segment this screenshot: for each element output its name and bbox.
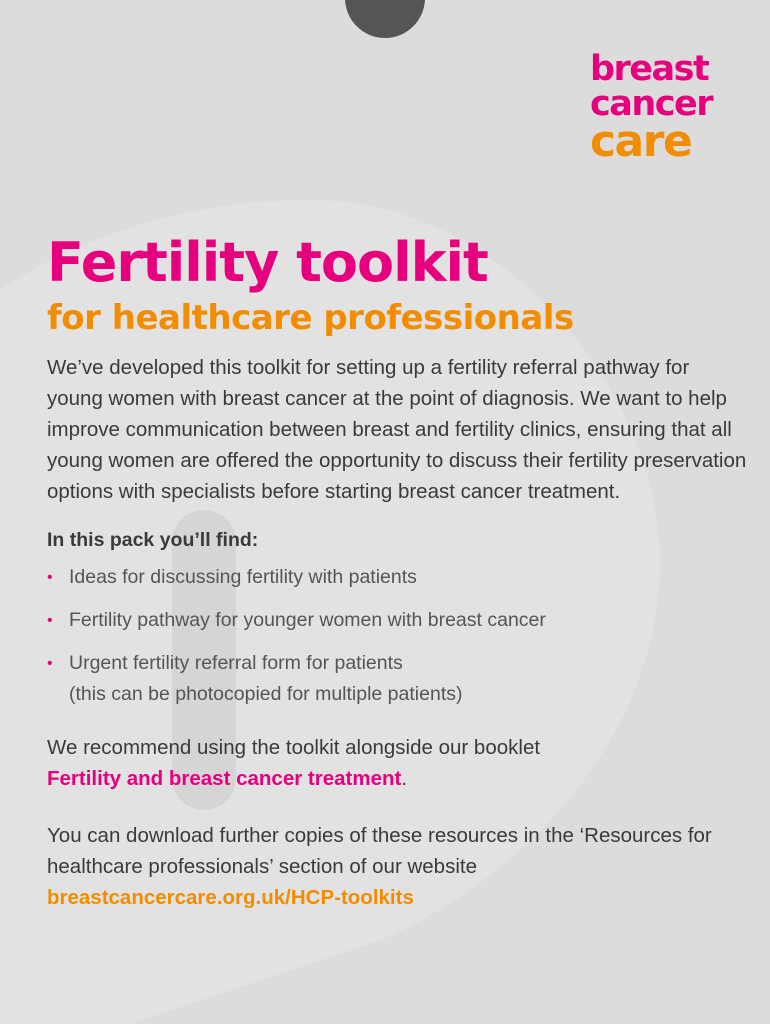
list-item: [47, 605, 747, 636]
page-title: Fertility toolkit: [47, 231, 488, 294]
page-subtitle: for healthcare professionals: [47, 298, 574, 339]
list-item: [47, 562, 747, 593]
breast-cancer-care-logo: [589, 49, 712, 167]
recommend-text: We recommend using the toolkit alongside our booklet: [47, 736, 541, 760]
recommend-end: .: [401, 767, 408, 791]
pack-list: [47, 562, 747, 710]
download-paragraph: [47, 820, 747, 913]
website-link[interactable]: breastcancercare.org.uk/HCP-toolkits: [47, 886, 414, 910]
main-content: [47, 232, 747, 913]
pack-heading: In this pack you’ll find:: [47, 529, 259, 552]
logo-line-care: care: [589, 116, 692, 167]
list-item: [47, 648, 747, 710]
download-text: You can download further copies of these resources in the ‘Resources for healthcare professionals’ section of our website: [47, 824, 712, 879]
intro-paragraph: We’ve developed this toolkit for setting up a fertility referral pathway for young women with breast cancer at the point of diagnosis. We want to help improve communication between breast and fertility clinics, ensuring that all young women are offered the opportunity to discuss their fertility preservation options with specialists before starting breast cancer treatment.: [47, 356, 747, 504]
logo-line-cancer: cancer: [589, 84, 712, 124]
bullet-icon: •: [47, 612, 53, 630]
list-item-text: Urgent fertility referral form for patients: [69, 652, 403, 675]
list-item-text: Fertility pathway for younger women with breast cancer: [69, 609, 546, 632]
recommend-paragraph: [47, 732, 747, 794]
list-item-subtext: (this can be photocopied for multiple patients): [69, 683, 463, 706]
bullet-icon: •: [47, 569, 53, 587]
list-item-text: Ideas for discussing fertility with patients: [69, 566, 417, 589]
logo-line-breast: breast: [589, 49, 709, 89]
bullet-icon: •: [47, 655, 53, 673]
booklet-link[interactable]: Fertility and breast cancer treatment: [47, 767, 402, 791]
